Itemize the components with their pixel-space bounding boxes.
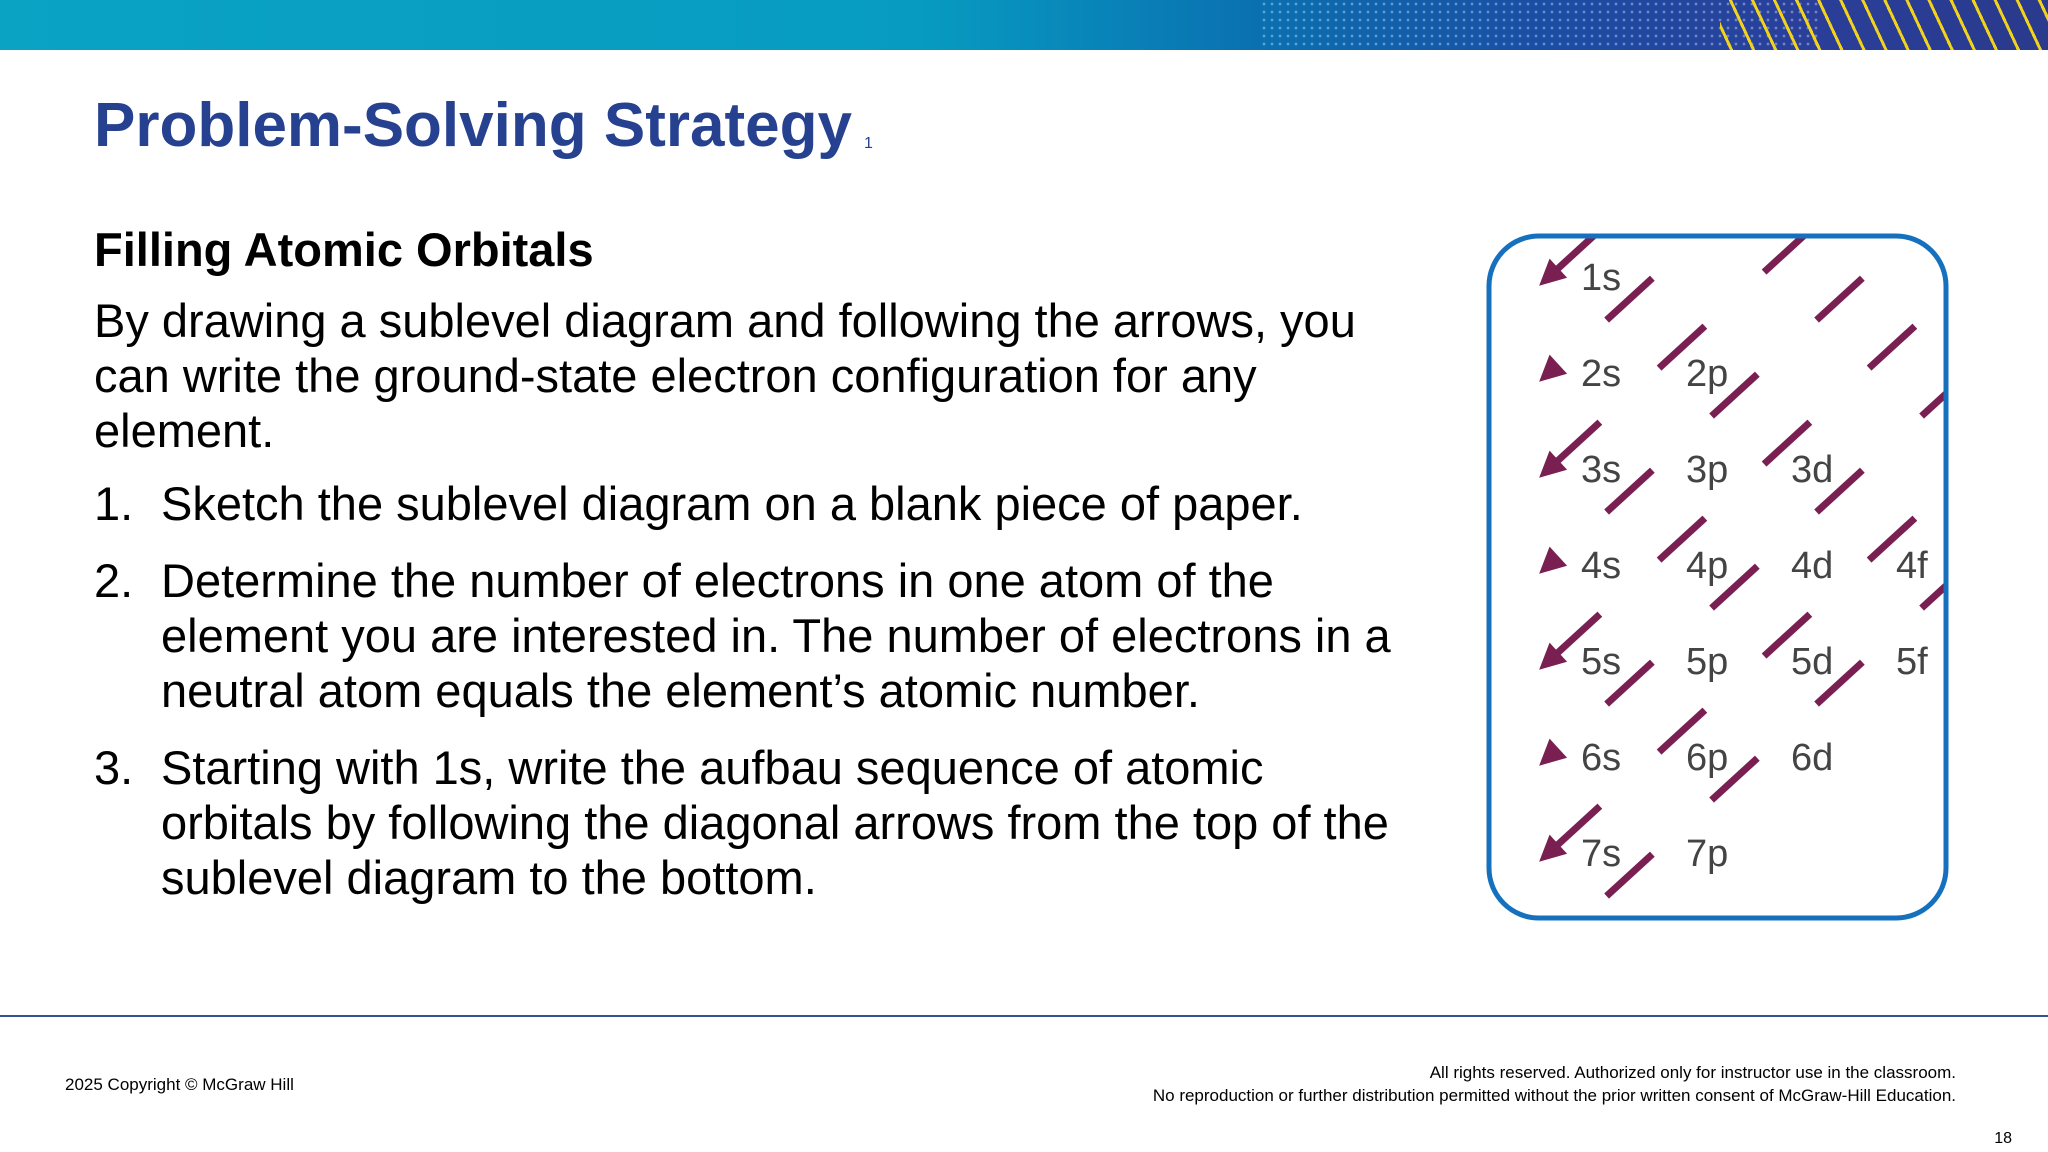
orbital-label: 5d <box>1791 641 1834 683</box>
step-item <box>94 476 1424 531</box>
step-text: Starting with 1s, write the aufbau sequence of atomic orbitals by following the diagonal arrows from the top of the sublevel diagram to the bottom. <box>161 741 1389 904</box>
step-number: 1. <box>94 477 134 530</box>
diagonal-arrow <box>1539 278 1862 574</box>
orbital-label: 5s <box>1581 641 1622 683</box>
orbital-label: 3p <box>1686 449 1729 491</box>
orbital-label: 4f <box>1896 545 1928 587</box>
rights-line-1: All rights reserved. Authorized only for instructor use in the classroom. <box>1429 1063 1956 1082</box>
diagonal-arrow <box>1539 232 1810 478</box>
banner-stripe-pattern <box>1720 0 2048 50</box>
rights-notice <box>1153 1061 1956 1107</box>
orbital-label: 6p <box>1686 737 1729 779</box>
orbital-label: 1s <box>1581 257 1622 299</box>
top-banner <box>0 0 2048 50</box>
orbital-label: 4d <box>1791 545 1834 587</box>
orbital-label: 7s <box>1581 833 1622 875</box>
step-number: 3. <box>94 741 134 794</box>
orbital-label: 3s <box>1581 449 1622 491</box>
step-item <box>94 553 1424 718</box>
orbital-label: 5p <box>1686 641 1729 683</box>
orbital-label: 7p <box>1686 833 1729 875</box>
orbital-label: 2p <box>1686 353 1729 395</box>
page-number: 18 <box>1994 1130 2012 1147</box>
orbital-label: 4s <box>1581 545 1622 587</box>
step-text: Sketch the sublevel diagram on a blank piece of paper. <box>161 477 1303 530</box>
footer-divider <box>0 1015 2048 1017</box>
orbital-label: 6s <box>1581 737 1622 779</box>
slide-content <box>94 222 1424 927</box>
copyright-text: 2025 Copyright © McGraw Hill <box>65 1075 294 1094</box>
orbital-label: 6d <box>1791 737 1834 779</box>
intro-paragraph: By drawing a sublevel diagram and following the arrows, you can write the ground-state electron configuration for any element. <box>94 294 1356 457</box>
slide-title-suffix: 1 <box>863 135 873 152</box>
sublevel-diagram <box>1485 232 1950 922</box>
orbital-label: 4p <box>1686 545 1729 587</box>
steps-list <box>94 476 1424 905</box>
step-number: 2. <box>94 554 134 607</box>
slide-title <box>94 90 873 161</box>
orbital-label: 5f <box>1896 641 1928 683</box>
content-heading: Filling Atomic Orbitals <box>94 223 594 276</box>
orbital-label: 3d <box>1791 449 1834 491</box>
orbital-label: 2s <box>1581 353 1622 395</box>
step-text: Determine the number of electrons in one atom of the element you are interested in. The number of electrons in a neutral atom equals the element’s atomic number. <box>161 554 1391 717</box>
rights-line-2: No reproduction or further distribution permitted without the prior written consent of McGraw-Hill Education. <box>1152 1086 1956 1105</box>
sublevel-diagram-svg <box>1485 232 1950 922</box>
diagonal-arrow <box>1539 232 1705 286</box>
step-item <box>94 740 1424 905</box>
slide-title-text: Problem-Solving Strategy <box>94 91 852 160</box>
